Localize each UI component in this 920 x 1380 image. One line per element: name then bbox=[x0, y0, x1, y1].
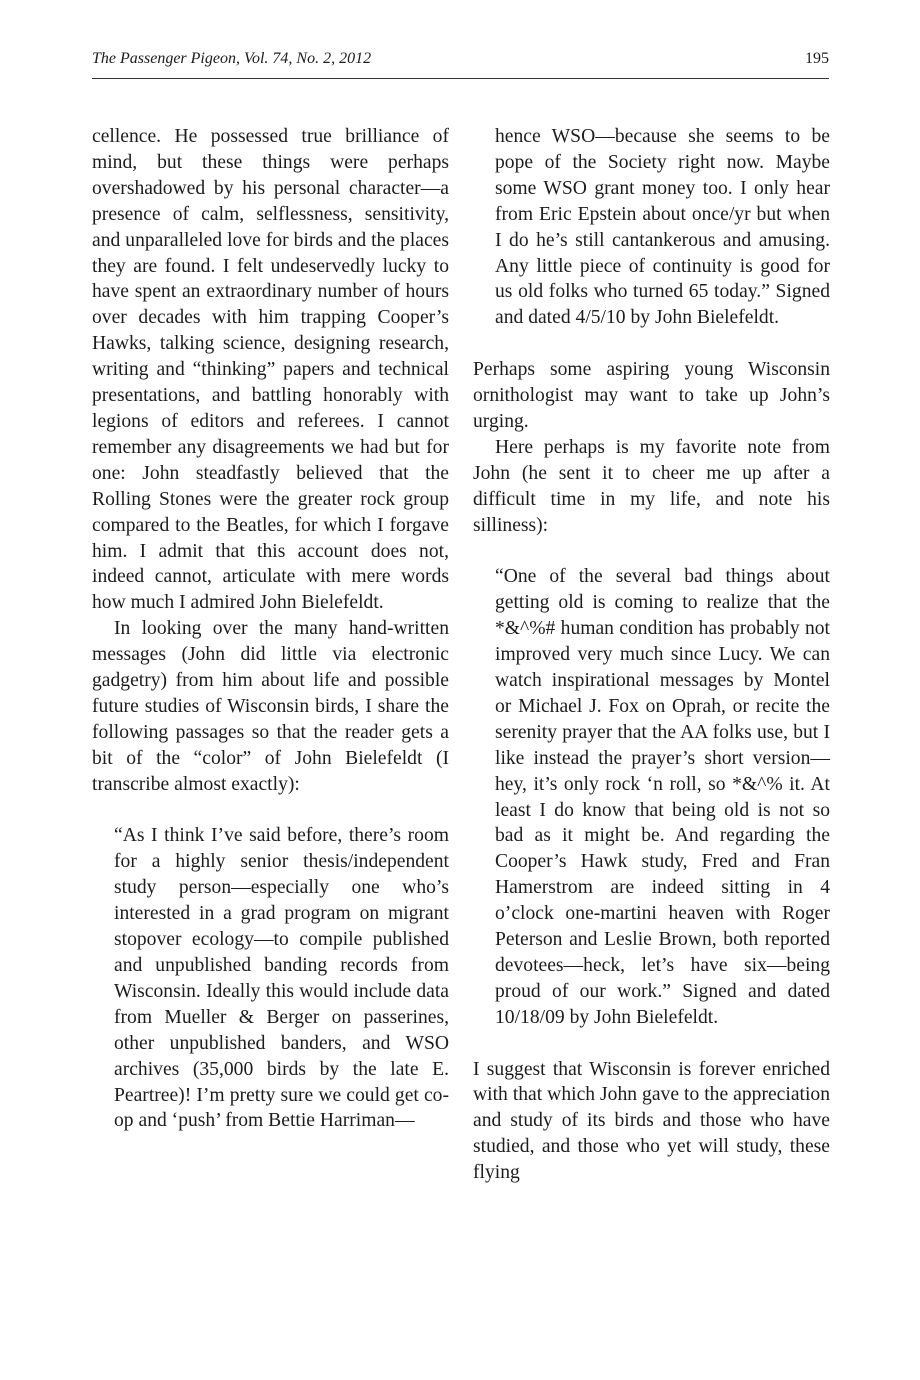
paragraph-favorite-note: Here perhaps is my favorite note from John (he sent it to cheer me up after a difficult time in my life, and note his silliness): bbox=[473, 436, 830, 536]
block-quote-banding-records-continued: hence WSO—because she seems to be pope of the Society right now. Maybe some WSO grant money too. I only hear from Eric Epstein about once/yr but when I do he’s still cantankerous and amusing. Any little piece of continuity is good for us old folks who turned 65 today.” Signed and dated 4/5/10 by John Bielefeldt. bbox=[495, 126, 830, 329]
journal-title: The Passenger Pigeon, Vol. 74, No. 2, 2012 bbox=[92, 50, 372, 67]
paragraph-continued: cellence. He possessed true brilliance of mind, but these things were perhaps overshadowed by his personal character—a presence of calm, selflessness, sensitivity, and unparalleled love for birds and the places they are found. I felt undeservedly lucky to have spent an extraordinary number of hours over decades with him trapping Cooper’s Hawks, talking science, designing research, writing and “thinking” papers and technical presentations, and battling honorably with legions of editors and referees. I cannot remember any disagreements we had but for one: John steadfastly believed that the Rolling Stones were the greater rock group compared to the Beatles, for which I forgave him. I admit that this account does not, indeed cannot, articulate with mere words how much I admired John Bielefeldt. bbox=[92, 126, 449, 614]
left-column bbox=[92, 124, 449, 1134]
block-quote-banding-records: “As I think I’ve said before, there’s room for a highly senior thesis/independent study person—especially one who’s interested in a grad program on migrant stopover ecology—to compile published and unpublished banding records from Wisconsin. Ideally this would include data from Mueller & Berger on passerines, other unpublished banders, and WSO archives (35,000 birds by the late E. Peartree)! I’m pretty sure we could get co-op and ‘push’ from Bettie Harriman— bbox=[114, 825, 449, 1132]
page-number: 195 bbox=[805, 50, 829, 67]
paragraph-handwritten-messages: In looking over the many hand-written messages (John did little via electronic gadgetry) from him about life and possible future studies of Wisconsin birds, I share the following passages so that the reader gets a bit of the “color” of John Bielefeldt (I transcribe almost exactly): bbox=[92, 618, 449, 795]
block-quote-getting-old: “One of the several bad things about getting old is coming to realize that the *&^%# human condition has probably not improved very much since Lucy. We can watch inspirational messages by Montel or Michael J. Fox on Oprah, or recite the serenity prayer that the AA folks use, but I like instead the prayer’s short version—hey, it’s only rock ‘n roll, so *&^% it. At least I do know that being old is not so bad as it might be. And regarding the Cooper’s Hawk study, Fred and Fran Hamerstrom are indeed sitting in 4 o’clock one-martini heaven with Roger Peterson and Leslie Brown, both reported devotees—heck, let’s have six—being proud of our work.” Signed and dated 10/18/09 by John Bielefeldt. bbox=[495, 566, 830, 1028]
right-column bbox=[473, 124, 830, 1186]
paragraph-wisconsin-enriched: I suggest that Wisconsin is forever enriched with that which John gave to the appreciation and study of its birds and those who have studied, and those who yet will study, these flying bbox=[473, 1058, 830, 1184]
running-header bbox=[92, 48, 829, 79]
paragraph-aspiring-ornithologist: Perhaps some aspiring young Wisconsin ornithologist may want to take up John’s urging. bbox=[473, 359, 830, 432]
